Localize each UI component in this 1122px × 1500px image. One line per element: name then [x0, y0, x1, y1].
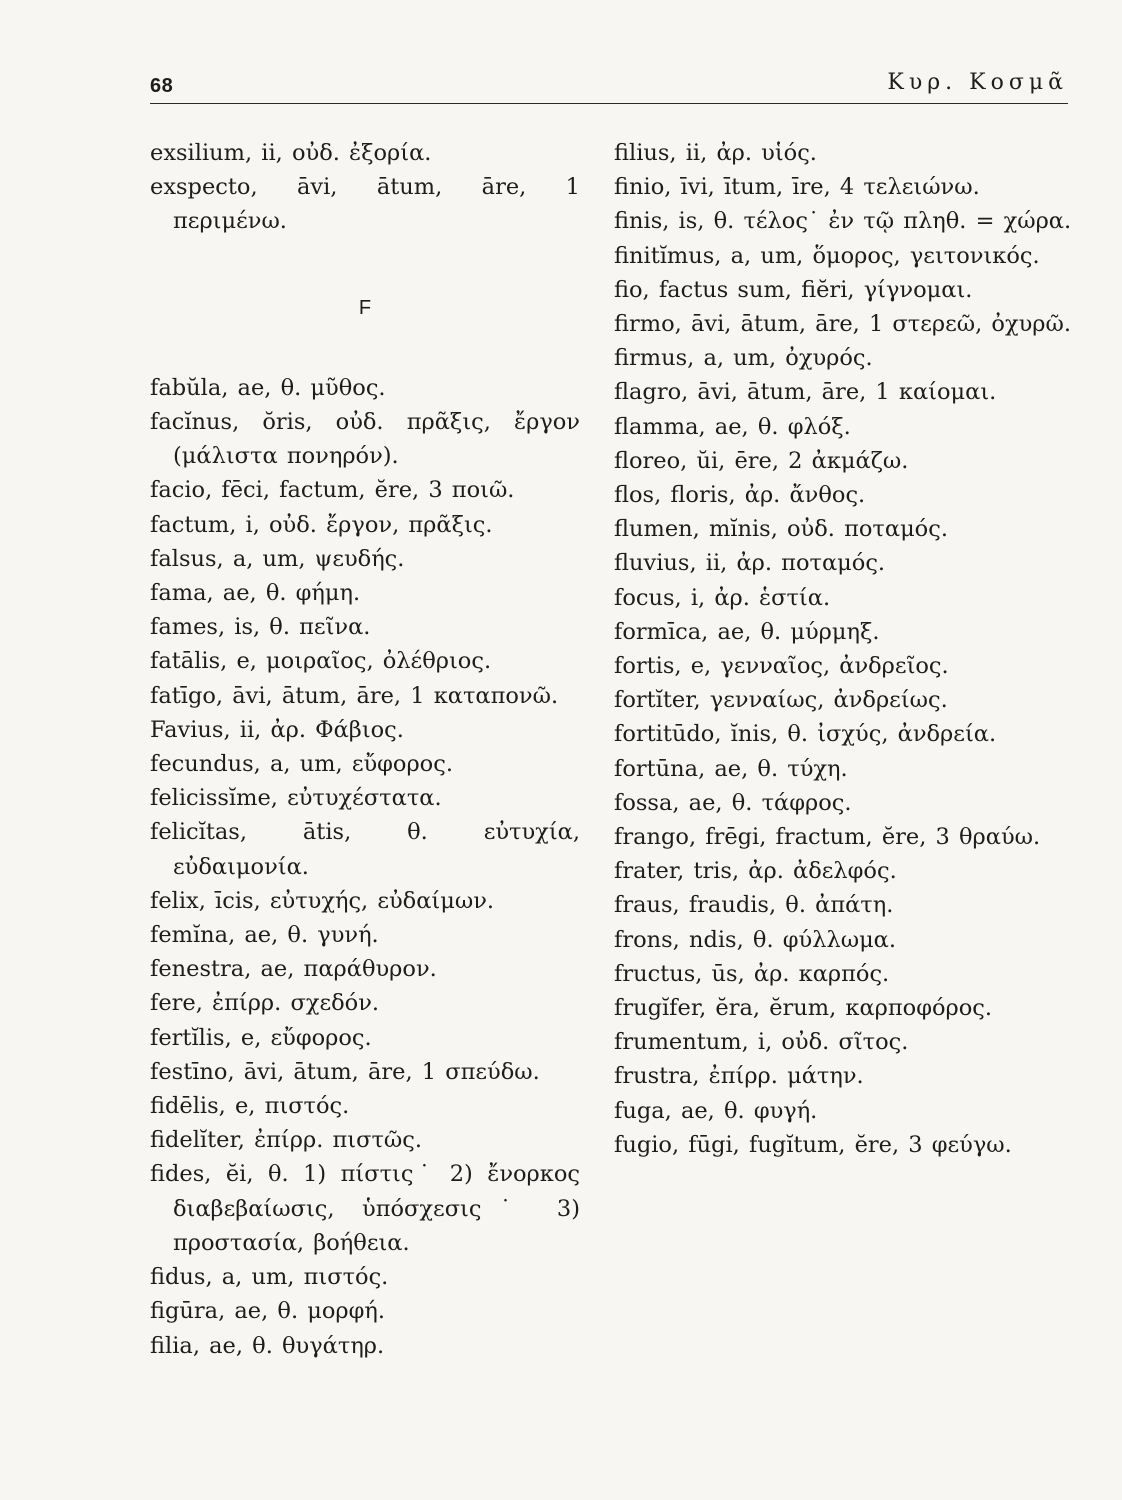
header-rule	[150, 103, 1068, 104]
dictionary-entry: fidēlis, e, πιστός.	[150, 1093, 350, 1120]
dictionary-entry: finio, īvi, ītum, īre, 4 τελειώνω.	[614, 174, 980, 201]
dictionary-entry: fabŭla, ae, θ. μῦθος.	[150, 374, 386, 401]
dictionary-entry: fortĭter, γενναίως, ἀνδρείως.	[614, 687, 948, 714]
dictionary-entry: fraus, fraudis, θ. ἀπάτη.	[614, 892, 894, 919]
dictionary-entry: felicissĭme, εὐτυχέστατα.	[150, 785, 442, 812]
dictionary-entry: frango, frēgi, fractum, ĕre, 3 θραύω.	[614, 824, 1041, 851]
dictionary-entry: fatālis, e, μοιραῖος, ὀλέθριος.	[150, 648, 492, 675]
dictionary-entry: frugĭfer, ĕra, ĕrum, καρποφόρος.	[614, 995, 993, 1022]
dictionary-entry: fossa, ae, θ. τάφρος.	[614, 789, 852, 816]
dictionary-entry: fortis, e, γενναῖος, ἀνδρεῖος.	[614, 653, 949, 680]
dictionary-entry: flos, floris, ἀρ. ἄνθος.	[614, 482, 866, 509]
dictionary-entry: facĭnus, ŏris, οὐδ. πρᾶξις, ἔργον (μάλιστα πονηρόν).	[150, 409, 580, 470]
dictionary-entry: facio, fēci, factum, ĕre, 3 ποιῶ.	[150, 477, 515, 504]
dictionary-entry: exspecto, āvi, ātum, āre, 1 περιμένω.	[150, 174, 580, 235]
dictionary-entry: exsilium, ii, οὐδ. ἐξορία.	[150, 140, 432, 166]
running-title: Κυρ. Κοσμᾶ	[887, 70, 1068, 95]
dictionary-entry: filia, ae, θ. θυγάτηρ.	[150, 1332, 385, 1359]
dictionary-entry: festīno, āvi, ātum, āre, 1 σπεύδω.	[150, 1058, 540, 1085]
dictionary-entry: fructus, ūs, ἀρ. καρπός.	[614, 960, 890, 987]
dictionary-entry: falsus, a, um, ψευδής.	[150, 545, 405, 572]
dictionary-entry: fames, is, θ. πεῖνα.	[150, 614, 371, 641]
dictionary-entry: femĭna, ae, θ. γυνή.	[150, 922, 379, 949]
page-header	[150, 70, 1068, 104]
dictionary-entry: formīca, ae, θ. μύρμηξ.	[614, 618, 880, 645]
dictionary-entry: fertĭlis, e, εὔφορος.	[150, 1024, 372, 1051]
right-column	[614, 136, 1072, 1162]
dictionary-entry: finis, is, θ. τέλος˙ ἐν τῷ πληθ. = χώρα.	[614, 208, 1072, 235]
dictionary-entry: fidelĭter, ἐπίρρ. πιστῶς.	[150, 1127, 423, 1154]
dictionary-entry: firmo, āvi, ātum, āre, 1 στερεῶ, ὀχυρῶ.	[614, 311, 1072, 338]
dictionary-entry: fere, ἐπίρρ. σχεδόν.	[150, 990, 380, 1017]
dictionary-entry: Favius, ii, ἀρ. Φάβιος.	[150, 716, 404, 743]
dictionary-entry: focus, i, ἀρ. ἑστία.	[614, 584, 831, 611]
dictionary-entry: fidus, a, um, πιστός.	[150, 1264, 389, 1291]
dictionary-entry: frumentum, i, οὐδ. σῖτος.	[614, 1029, 909, 1056]
dictionary-entry: fatīgo, āvi, ātum, āre, 1 καταπονῶ.	[150, 682, 559, 709]
dictionary-entry: flagro, āvi, ātum, āre, 1 καίομαι.	[614, 379, 997, 406]
dictionary-entry: fluvius, ii, ἀρ. ποταμός.	[614, 550, 886, 577]
dictionary-entry: fio, factus sum, fiĕri, γίγνομαι.	[614, 276, 973, 303]
dictionary-entry: frustra, ἐπίρρ. μάτην.	[614, 1063, 864, 1090]
dictionary-entry: felix, īcis, εὐτυχής, εὐδαίμων.	[150, 887, 495, 914]
dictionary-entry: flumen, mĭnis, οὐδ. ποταμός.	[614, 516, 948, 543]
dictionary-entry: flamma, ae, θ. φλόξ.	[614, 413, 851, 440]
dictionary-entry: fama, ae, θ. φήμη.	[150, 580, 361, 607]
dictionary-entry: fenestra, ae, παράθυρον.	[150, 956, 437, 983]
dictionary-entry: fugio, fūgi, fugĭtum, ĕre, 3 φεύγω.	[614, 1131, 1012, 1158]
section-letter: F	[358, 296, 372, 319]
dictionary-entry: factum, i, οὐδ. ἔργον, πρᾶξις.	[150, 511, 493, 538]
dictionary-entry: fecundus, a, um, εὔφορος.	[150, 751, 453, 778]
dictionary-entry: frater, tris, ἀρ. ἀδελφός.	[614, 858, 897, 885]
page-number: 68	[150, 75, 174, 97]
dictionary-entry: fortūna, ae, θ. τύχη.	[614, 755, 848, 782]
dictionary-entry: frons, ndis, θ. φύλλωμα.	[614, 926, 897, 953]
left-column	[150, 136, 580, 1363]
dictionary-entry: floreo, ŭi, ēre, 2 ἀκμάζω.	[614, 447, 909, 474]
dictionary-entry: firmus, a, um, ὀχυρός.	[614, 345, 873, 372]
dictionary-entry: fuga, ae, θ. φυγή.	[614, 1097, 818, 1124]
dictionary-entry: figūra, ae, θ. μορφή.	[150, 1298, 386, 1325]
dictionary-entry: fortitūdo, ĭnis, θ. ἰσχύς, ἀνδρεία.	[614, 721, 997, 748]
dictionary-entry: finitĭmus, a, um, ὅμορος, γειτονικός.	[614, 242, 1040, 269]
dictionary-entry: fides, ĕi, θ. 1) πίστις˙ 2) ἔνορκος διαβεβαίωσις, ὑπόσχεσις˙ 3) προστασία, βοήθεια.	[150, 1161, 580, 1256]
dictionary-entry: felicĭtas, ātis, θ. εὐτυχία, εὐδαιμονία.	[150, 819, 580, 880]
dictionary-entry: filius, ii, ἀρ. υἱός.	[614, 140, 817, 166]
